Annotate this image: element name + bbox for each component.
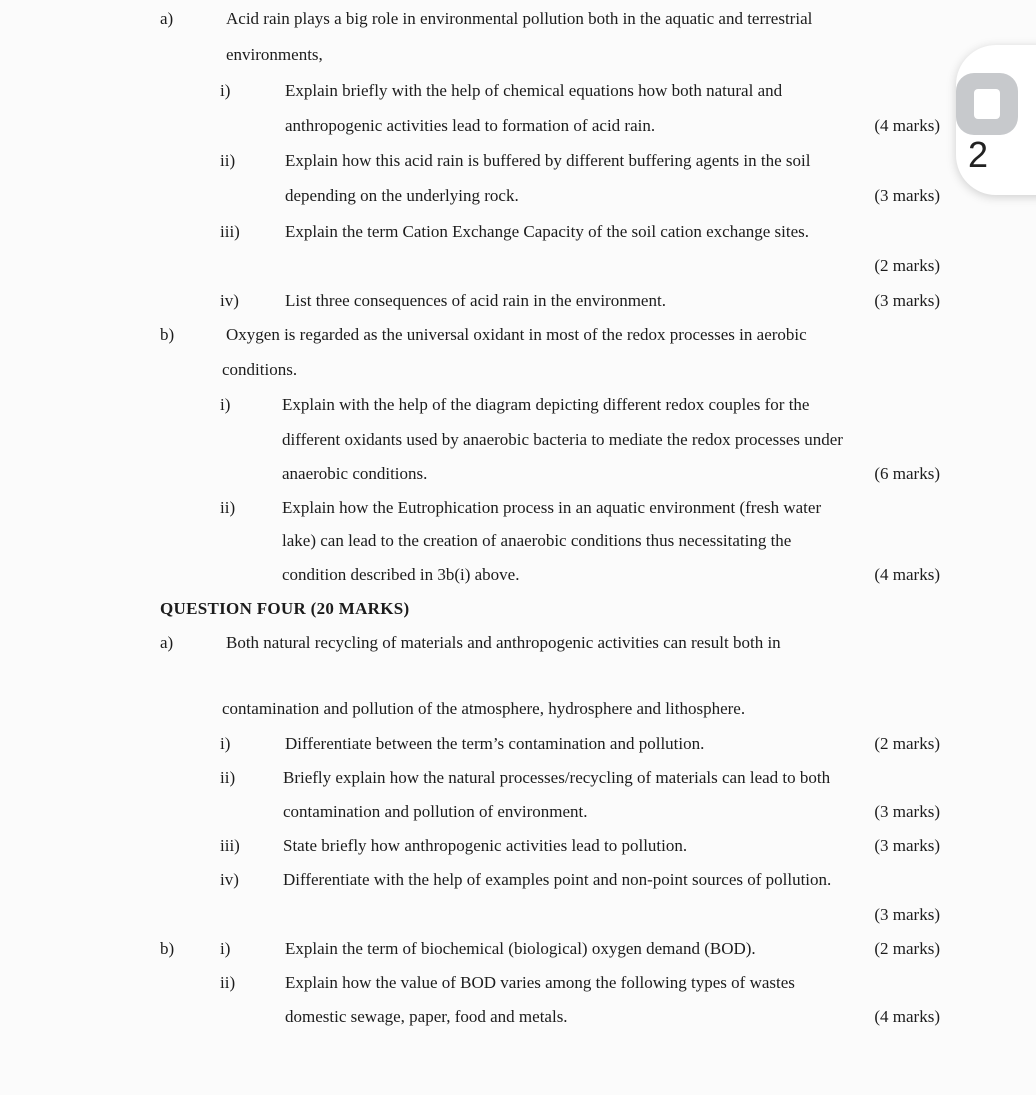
item-b-ii-text-2: lake) can lead to the creation of anaerobic conditions thus necessitating the bbox=[282, 531, 792, 550]
q4-a-ii-label: ii) bbox=[220, 768, 236, 787]
item-a-ii-text-2: depending on the underlying rock. bbox=[285, 186, 519, 205]
q4-b-i-label: i) bbox=[220, 939, 231, 958]
item-b-ii-text-3: condition described in 3b(i) above. bbox=[282, 565, 520, 584]
q4-a-iv-text-1: Differentiate with the help of examples point and non-point sources of pollution. bbox=[283, 870, 832, 889]
q4-a-i-label: i) bbox=[220, 734, 231, 753]
q4-a-iv-label: iv) bbox=[220, 870, 239, 889]
item-b-i-marks: (6 marks) bbox=[874, 464, 940, 483]
q4-a-iii-marks: (3 marks) bbox=[874, 836, 940, 855]
item-a-ii-marks: (3 marks) bbox=[874, 186, 940, 205]
q4-a-iii-label: iii) bbox=[220, 836, 240, 855]
item-a-i-marks: (4 marks) bbox=[874, 116, 940, 135]
item-b-i-label: i) bbox=[220, 395, 231, 414]
item-b-ii-label: ii) bbox=[220, 498, 236, 517]
q4-b-ii-label: ii) bbox=[220, 973, 236, 992]
question-four-heading: QUESTION FOUR (20 MARKS) bbox=[160, 599, 410, 618]
item-a-iii-label: iii) bbox=[220, 222, 240, 241]
q4-b-ii-text-1: Explain how the value of BOD varies among the following types of wastes bbox=[285, 973, 795, 992]
item-a-i-text-2: anthropogenic activities lead to formation of acid rain. bbox=[285, 116, 656, 135]
section-b-text-1: Oxygen is regarded as the universal oxidant in most of the redox processes in aerobic bbox=[226, 325, 807, 344]
section-a-label: a) bbox=[160, 9, 174, 28]
item-a-iv-label: iv) bbox=[220, 291, 239, 310]
q4-b-ii-marks: (4 marks) bbox=[874, 1007, 940, 1026]
q4-a-label: a) bbox=[160, 633, 174, 652]
item-a-i-label: i) bbox=[220, 81, 231, 100]
q4-a-iii-text-1: State briefly how anthropogenic activities lead to pollution. bbox=[283, 836, 688, 855]
item-b-i-text-2: different oxidants used by anaerobic bacteria to mediate the redox processes under bbox=[282, 430, 843, 449]
q4-a-i-text-1: Differentiate between the term’s contamination and pollution. bbox=[285, 734, 705, 753]
q4-b-label: b) bbox=[160, 939, 175, 958]
q4-a-ii-text-2: contamination and pollution of environment. bbox=[283, 802, 588, 821]
q4-a-i-marks: (2 marks) bbox=[874, 734, 940, 753]
item-b-i-text-3: anaerobic conditions. bbox=[282, 464, 428, 483]
q4-a-text-2: contamination and pollution of the atmosphere, hydrosphere and lithosphere. bbox=[222, 699, 746, 718]
q4-a-ii-marks: (3 marks) bbox=[874, 802, 940, 821]
item-a-iv-text-1: List three consequences of acid rain in the environment. bbox=[285, 291, 666, 310]
item-b-i-text-1: Explain with the help of the diagram depicting different redox couples for the bbox=[282, 395, 810, 414]
section-a-text-2: environments, bbox=[226, 45, 323, 64]
q4-a-text-1: Both natural recycling of materials and anthropogenic activities can result both in bbox=[226, 633, 781, 652]
item-a-ii-label: ii) bbox=[220, 151, 236, 170]
item-a-i-text-1: Explain briefly with the help of chemical equations how both natural and bbox=[285, 81, 783, 100]
q4-a-ii-text-1: Briefly explain how the natural processes/recycling of materials can lead to both bbox=[283, 768, 831, 787]
q4-a-iv-marks: (3 marks) bbox=[874, 905, 940, 924]
item-b-ii-marks: (4 marks) bbox=[874, 565, 940, 584]
floating-page-widget[interactable] bbox=[956, 45, 1036, 195]
section-a-text-1: Acid rain plays a big role in environmental pollution both in the aquatic and terrestrial bbox=[226, 9, 813, 28]
item-a-ii-text-1: Explain how this acid rain is buffered by different buffering agents in the soil bbox=[285, 151, 811, 170]
q4-b-ii-text-2: domestic sewage, paper, food and metals. bbox=[285, 1007, 568, 1026]
q4-b-i-text-1: Explain the term of biochemical (biological) oxygen demand (BOD). bbox=[285, 939, 756, 958]
item-a-iii-text-1: Explain the term Cation Exchange Capacity of the soil cation exchange sites. bbox=[285, 222, 810, 241]
q4-b-i-marks: (2 marks) bbox=[874, 939, 940, 958]
item-a-iii-marks: (2 marks) bbox=[874, 256, 940, 275]
item-b-ii-text-1: Explain how the Eutrophication process in an aquatic environment (fresh water bbox=[282, 498, 822, 517]
item-a-iv-marks: (3 marks) bbox=[874, 291, 940, 310]
section-b-text-2: conditions. bbox=[222, 360, 298, 379]
app-icon[interactable] bbox=[956, 73, 1018, 135]
section-b-label: b) bbox=[160, 325, 175, 344]
page-number-indicator: 2 bbox=[968, 134, 989, 175]
